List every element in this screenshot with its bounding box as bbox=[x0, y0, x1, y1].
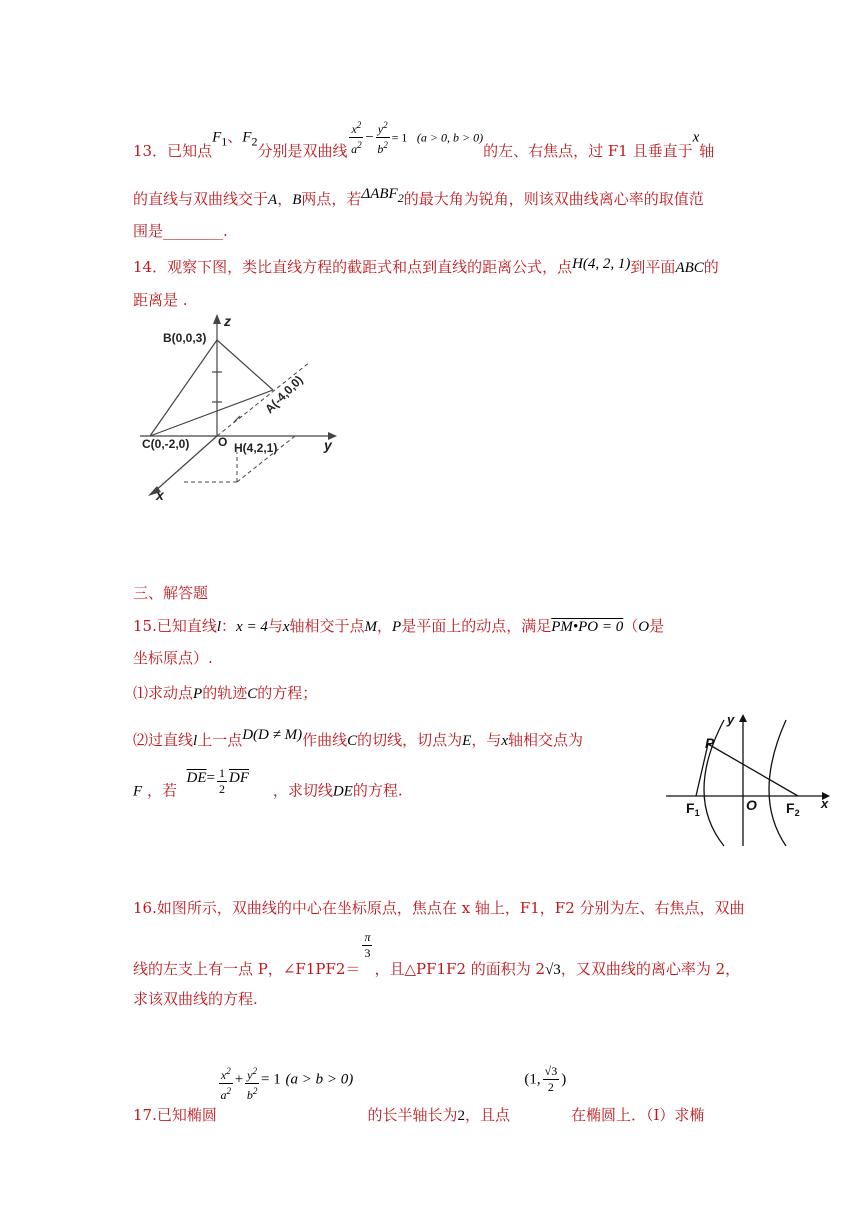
half-fraction: $\frac{1}{2}$ bbox=[218, 766, 225, 796]
q13-after: 的左、右焦点，过 F1 且垂直于 bbox=[483, 141, 693, 160]
label-b: B(0,0,3) bbox=[163, 331, 207, 345]
q15-d: 轴相交于点 bbox=[289, 617, 365, 635]
q13-line2 bbox=[133, 188, 704, 212]
line-l: l bbox=[216, 619, 222, 635]
point-m: M bbox=[364, 619, 378, 635]
q16-line2: 线的左支上有一点 P，∠F1PF2＝ $\frac{\pi}{3}$ ，且△PF1F2 的面积为 2√3，又双曲线的离心率为 2， bbox=[133, 930, 741, 978]
point-b: B bbox=[292, 192, 302, 208]
plane-abc: ABC bbox=[675, 260, 704, 276]
q14-line1 bbox=[133, 256, 719, 277]
q15-f: 是平面上的动点，满足 bbox=[401, 617, 552, 635]
ellipse-condition: (a > b > 0) bbox=[285, 1071, 354, 1088]
triangle-abf2: $\Delta ABF_2$ bbox=[361, 186, 404, 205]
label-c: C(0,-2,0) bbox=[142, 437, 190, 451]
y-label: y bbox=[727, 712, 735, 727]
q15-part2: ⑵过直线l上一点D(D ≠ M)作曲线C的切线，切点为E，与x轴相交点为 bbox=[133, 727, 584, 749]
f2-symbol: F bbox=[242, 129, 252, 146]
edge-ba bbox=[217, 340, 273, 390]
q17-line1: 17.已知椭圆 $\frac{x^2}{a^2}$ + $\frac{y^2}{b^2}$ = 1 (a > b > 0) 的长半轴长为2，且点 (1, $\frac{√3}{2}$ ) 在椭圆上．（Ⅰ）求椭 bbox=[133, 1064, 705, 1124]
x-axis-symbol: x bbox=[692, 129, 700, 146]
q13-line1: 13．已知点$F_1$、$F_2$分别是双曲线 $\frac{x^2}{a^2}$ − $\frac{y^2}{b^2}$ = 1 (a > 0, b > 0)的左、右焦点，过 F1 且垂直于x轴 bbox=[133, 120, 715, 160]
q16-line3: 求该双曲线的方程. bbox=[133, 990, 258, 1008]
point-p: P bbox=[392, 619, 402, 635]
x-symbol: x bbox=[282, 619, 290, 635]
hyperbola-condition: (a > 0, b > 0) bbox=[416, 130, 484, 145]
q14-line2: 距离是 . bbox=[133, 291, 188, 309]
q14-line1-c: 的 bbox=[703, 258, 719, 276]
q13-mid: 分别是双曲线 bbox=[257, 141, 348, 160]
q13-line2-b: 两点，若 bbox=[301, 190, 362, 208]
q16-line1: 16.如图所示，双曲线的中心在坐标原点，焦点在 x 轴上，F1，F2 分别为左、右焦点，双曲 bbox=[133, 899, 745, 917]
hyperbola-y-term: $\frac{y^2}{b^2}$ bbox=[377, 120, 388, 156]
q13-comma: ， bbox=[277, 190, 293, 208]
sqrt-three: √3 bbox=[545, 961, 561, 978]
ellipse-x-term: $\frac{x^2}{a^2}$ bbox=[220, 1066, 232, 1102]
o-label: O bbox=[746, 797, 757, 813]
q15-part3: F ，若 $\overline{DE}=$ $\frac{1}{2}$ $\overline{DF}$ ，求切线DE的方程. bbox=[133, 766, 403, 800]
x-label: x bbox=[156, 487, 164, 503]
hyperbola-x-term: $\frac{x^2}{a^2}$ bbox=[351, 120, 362, 156]
q15-a: 15.已知直线 bbox=[133, 617, 217, 635]
q13-sep: 、 bbox=[227, 127, 243, 146]
coordinate-figure bbox=[130, 312, 350, 504]
q15-part1: ⑴求动点P的轨迹C的方程； bbox=[133, 684, 318, 702]
q13-prefix: 13．已知点 bbox=[133, 141, 213, 160]
q15-line2: 坐标原点）. bbox=[133, 649, 213, 667]
line-equation: x = 4 bbox=[236, 619, 268, 635]
hyperbola-rhs: = 1 bbox=[391, 130, 408, 145]
x-label: x bbox=[821, 796, 829, 811]
right-branch bbox=[769, 720, 786, 846]
q15-e: ， bbox=[377, 617, 393, 635]
label-h: H(4,2,1) bbox=[234, 441, 278, 455]
point-a: A bbox=[268, 192, 278, 208]
q13-axis-tail: 轴 bbox=[699, 141, 715, 160]
f1-label: $F_1$ bbox=[686, 800, 700, 818]
q15-g: （ bbox=[623, 617, 639, 635]
q15-b: ： bbox=[221, 617, 237, 635]
origin-o: O bbox=[638, 619, 650, 635]
origin-label: O bbox=[218, 435, 228, 449]
edge-ca bbox=[150, 390, 273, 436]
f1-symbol: F bbox=[212, 129, 222, 146]
label-a: A(-4,0,0) bbox=[262, 372, 306, 417]
q13-line3: 围是________. bbox=[133, 222, 228, 240]
q15-line1 bbox=[133, 615, 664, 636]
vector-condition: PM•PO = 0 bbox=[551, 619, 624, 635]
q15-c: 与 bbox=[267, 617, 283, 635]
q14-line1-a: 14．观察下图，类比直线方程的截距式和点到直线的距离公式，点 bbox=[133, 258, 573, 276]
section-title: 三、解答题 bbox=[133, 584, 209, 602]
y-label: y bbox=[324, 437, 332, 453]
q15-h: 是 bbox=[649, 617, 665, 635]
q14-line1-b: 到平面 bbox=[630, 258, 676, 276]
point-fraction: $\frac{√3}{2}$ bbox=[544, 1064, 558, 1094]
vector-de: $\overline{DE}$ bbox=[186, 769, 207, 786]
edge-bc bbox=[150, 340, 217, 436]
f2-label: $F_2$ bbox=[786, 800, 800, 818]
q13-line2-c: 的最大角为锐角，则该双曲线离心率的取值范 bbox=[403, 190, 704, 208]
p-label: P bbox=[705, 735, 715, 751]
vector-df: $\overline{DF}$ bbox=[228, 769, 249, 786]
ellipse-y-term: $\frac{y^2}{b^2}$ bbox=[246, 1066, 258, 1102]
q13-line2-a: 的直线与双曲线交于 bbox=[133, 190, 269, 208]
segment-pf2 bbox=[708, 744, 798, 796]
z-label: z bbox=[224, 313, 231, 329]
pi-over-three: $\frac{\pi}{3}$ bbox=[364, 930, 371, 960]
hyperbola-figure bbox=[664, 710, 836, 852]
point-h: H(4, 2, 1) bbox=[572, 256, 631, 272]
